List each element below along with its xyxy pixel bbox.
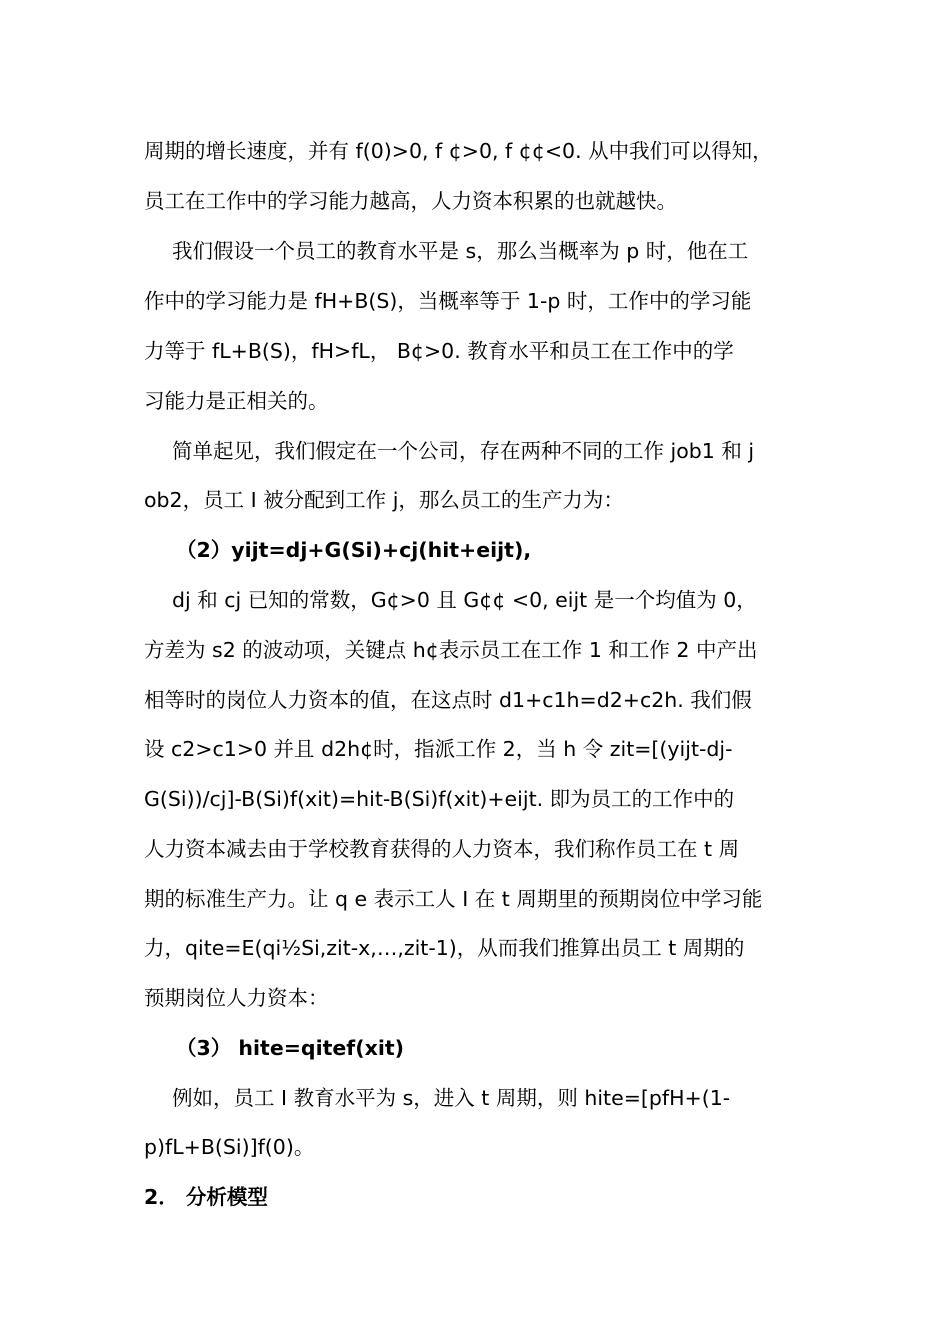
section-heading: 2． 分析模型 [144, 1185, 268, 1209]
paragraph-line: 员工在工作中的学习能力越高，人力资本积累的也就越快。 [144, 189, 677, 213]
paragraph-line: G(Si))/cj]-B(Si)f(xit)=hit-B(Si)f(xit)+eijt. 即为员工的工作中的 [144, 787, 735, 811]
paragraph-line: 预期岗位人力资本： [144, 986, 329, 1010]
equation-3: （3） hite=qitef(xit) [176, 1036, 405, 1060]
paragraph-line: p)fL+B(Si)]f(0)。 [144, 1135, 315, 1159]
paragraph-line: 周期的增长速度，并有 f(0)>0, f ¢>0, f ¢¢<0. 从中我们可以得知， [144, 139, 773, 163]
paragraph-line: 力等于 fL+B(S)，fH>fL， B¢>0. 教育水平和员工在工作中的学 [144, 339, 734, 363]
paragraph-line: 简单起见，我们假定在一个公司，存在两种不同的工作 job1 和 j [172, 439, 755, 463]
paragraph-line: 力，qite=E(qi½Si,zit-x,…,zit-1)，从而我们推算出员工 t 周期的 [144, 936, 745, 960]
paragraph-line: 人力资本减去由于学校教育获得的人力资本，我们称作员工在 t 周 [144, 837, 740, 861]
paragraph-line: 方差为 s2 的波动项，关键点 h¢表示员工在工作 1 和工作 2 中产出 [144, 638, 758, 662]
paragraph-line: dj 和 cj 已知的常数，G¢>0 且 G¢¢ <0, eijt 是一个均值为 0， [172, 588, 757, 612]
paragraph-line: 期的标准生产力。让 q e 表示工人 I 在 t 周期里的预期岗位中学习能 [144, 887, 763, 911]
paragraph-line: 我们假设一个员工的教育水平是 s，那么当概率为 p 时，他在工 [172, 239, 749, 263]
paragraph-line: 作中的学习能力是 fH+B(S)，当概率等于 1-p 时，工作中的学习能 [144, 289, 752, 313]
equation-2: （2）yijt=dj+G(Si)+cj(hit+eijt), [176, 538, 532, 562]
paragraph-line: 设 c2>c1>0 并且 d2h¢时，指派工作 2，当 h 令 zit=[(yijt-dj- [144, 737, 733, 761]
paragraph-line: 相等时的岗位人力资本的值，在这点时 d1+c1h=d2+c2h. 我们假 [144, 688, 752, 712]
paragraph-line: 习能力是正相关的。 [144, 389, 329, 413]
paragraph-line: ob2，员工 I 被分配到工作 j，那么员工的生产力为： [144, 488, 624, 512]
paragraph-line: 例如，员工 I 教育水平为 s，进入 t 周期，则 hite=[pfH+(1- [172, 1086, 731, 1110]
